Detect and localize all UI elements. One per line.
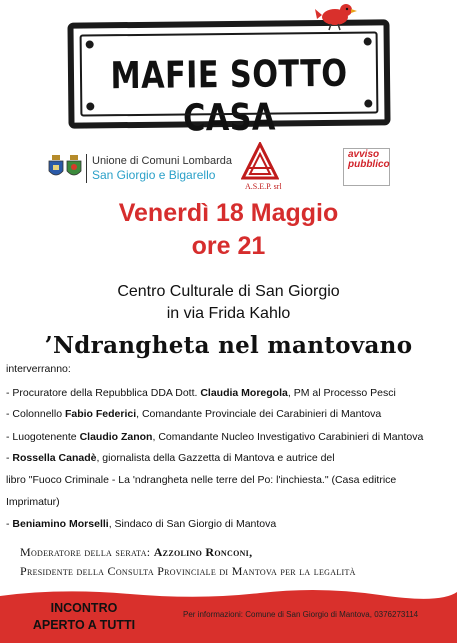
speaker-line: libro "Fuoco Criminale - La 'ndrangheta nelle terre del Po: l'inchiesta." (Casa editrice xyxy=(6,474,397,486)
speaker-name: Beniamino Morselli xyxy=(12,518,109,530)
speaker-line: - Beniamino Morselli, Sindaco di San Giorgio di Mantova xyxy=(6,518,277,530)
red-bird-icon xyxy=(313,1,357,31)
union-name-line1: Unione di Comuni Lombarda xyxy=(92,155,233,167)
moderator-role: Presidente della Consulta Provinciale di Mantova per la legalità xyxy=(20,564,356,578)
municipal-crest-icon xyxy=(66,155,82,179)
avviso-pubblico-logo xyxy=(343,148,390,186)
speaker-name: Claudio Zanon xyxy=(79,431,153,443)
speaker-name: Claudia Moregola xyxy=(200,387,288,399)
moderator-name: Azzolino Ronconi, xyxy=(153,545,253,559)
sign-bolt xyxy=(364,100,372,108)
speaker-name: Rossella Canadè xyxy=(12,452,97,464)
venue-name: Centro Culturale di San Giorgio xyxy=(117,283,340,300)
speaker-name: Fabio Federici xyxy=(64,408,137,420)
venue-address: in via Frida Kahlo xyxy=(166,305,291,322)
speaker-line: - Colonnello Fabio Federici, Comandante Provinciale dei Carabinieri di Mantova xyxy=(6,408,382,420)
sign-bolt xyxy=(364,38,372,46)
speaker-line: - Luogotenente Claudio Zanon, Comandante Nucleo Investigativo Carabinieri di Mantova xyxy=(6,431,424,443)
title-sign xyxy=(67,19,390,140)
avviso-label-2: pubblico xyxy=(348,159,390,170)
asep-label: A.S.E.P. srl xyxy=(245,182,282,191)
speakers-intro: interverranno: xyxy=(6,363,71,375)
union-name-line2: San Giorgio e Bigarello xyxy=(92,168,216,182)
event-time: ore 21 xyxy=(191,232,266,260)
speaker-line: Imprimatur) xyxy=(6,496,60,508)
sign-bolt xyxy=(86,102,94,110)
sponsor-logos xyxy=(0,142,457,194)
footer-banner xyxy=(0,588,457,643)
sign-title: MAFIE SOTTO CASA xyxy=(110,51,348,140)
sign-bolt xyxy=(86,40,94,48)
event-date: Venerdì 18 Maggio xyxy=(118,199,339,227)
contact-info: Per informazioni: Comune di San Giorgio di Mantova, 0376273114 xyxy=(183,610,419,619)
speaker-line: - Rossella Canadè, giornalista della Gazzetta di Mantova e autrice del xyxy=(6,452,335,464)
moderator-line: Moderatore della serata: Azzolino Ronconi, xyxy=(20,545,253,559)
speaker-line: - Procuratore della Repubblica DDA Dott. Claudia Moregola, PM al Processo Pesci xyxy=(6,387,396,399)
event-topic: ’Ndrangheta nel mantovano xyxy=(44,332,413,359)
avviso-label-1: avviso xyxy=(348,149,380,160)
open-event-line1: INCONTRO xyxy=(50,601,118,615)
union-logo xyxy=(86,154,232,183)
municipal-crest-icon xyxy=(48,155,64,179)
open-event-line2: APERTO A TUTTI xyxy=(32,618,136,632)
